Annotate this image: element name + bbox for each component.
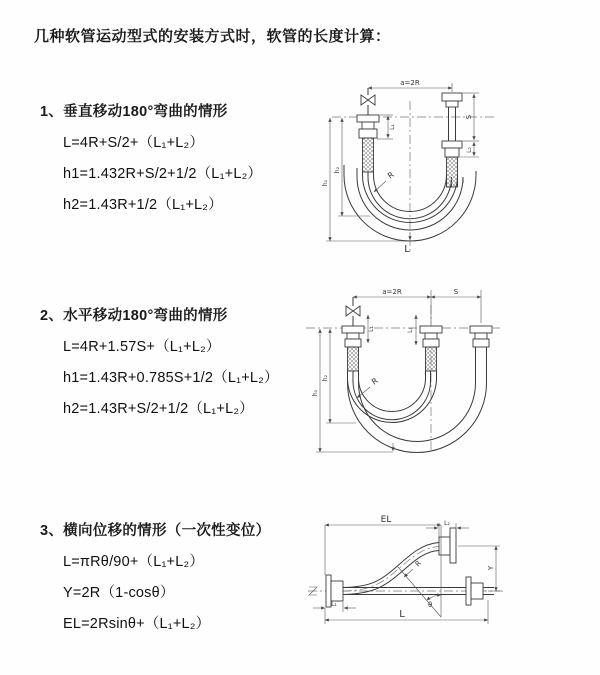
dimension-lines xyxy=(313,523,500,624)
diagram-horizontal-180-bend xyxy=(298,283,598,473)
formula-h1: h1=1.43R+0.785S+1/2（L₁+L₂） xyxy=(63,370,279,386)
formula-EL: EL=2Rsinθ+（L₁+L₂） xyxy=(63,616,211,632)
formula-L: L=4R+1.57S+（L₁+L₂） xyxy=(63,339,221,355)
dim-label-s: S xyxy=(465,114,473,120)
middle-fitting xyxy=(420,326,442,371)
radius-label: R xyxy=(413,559,423,569)
right-fitting xyxy=(442,93,462,187)
dim-label-l1: L₁ xyxy=(368,326,375,332)
formula-L: L=πRθ/90+（L₁+L₂） xyxy=(63,554,205,570)
dim-label-h2: h₂ xyxy=(334,166,341,174)
dim-label-s: S xyxy=(453,288,459,296)
section-heading: 2、水平移动180°弯曲的情形 xyxy=(40,308,228,324)
diagram-lateral-displacement xyxy=(298,505,598,660)
valve-icon xyxy=(361,88,375,115)
dim-label-a2r: a=2R xyxy=(382,288,402,296)
upper-flange xyxy=(439,528,456,563)
dim-label-l1: L₁ xyxy=(389,124,396,130)
page-title: 几种软管运动型式的安装方式时，软管的长度计算： xyxy=(34,28,391,45)
dim-label-l2: L₂ xyxy=(466,147,473,153)
section-lateral-displacement xyxy=(40,519,310,633)
section-horizontal-180 xyxy=(40,304,310,418)
dimension-lines xyxy=(316,290,481,452)
formula-Y: Y=2R（1-cosθ） xyxy=(63,585,175,601)
formula-h2: h2=1.43R+S/2+1/2（L₁+L₂） xyxy=(63,401,254,417)
right-fitting xyxy=(470,326,492,355)
valve-icon xyxy=(346,297,360,326)
dim-label-l1-b: L₁ xyxy=(407,327,414,333)
left-fitting xyxy=(342,326,364,371)
length-label: L xyxy=(404,244,410,255)
section-heading: 3、横向位移的情形（一次性变位） xyxy=(40,523,271,539)
radius-label: R xyxy=(369,376,380,387)
dim-label-h2: h₂ xyxy=(322,374,329,382)
formula-h2: h2=1.43R+1/2（L₁+L₂） xyxy=(63,197,223,213)
section-vertical-180 xyxy=(40,100,310,214)
dim-label-h1: h₁ xyxy=(312,389,319,397)
dim-label-y: Y xyxy=(487,565,495,571)
formula-h1: h1=1.432R+S/2+1/2（L₁+L₂） xyxy=(63,166,263,182)
dim-label-l1: L₁ xyxy=(331,601,337,608)
dim-label-l2: L₂ xyxy=(444,520,450,527)
left-fitting xyxy=(357,115,379,172)
diagram-vertical-180-bend xyxy=(300,75,595,265)
section-heading: 1、垂直移动180°弯曲的情形 xyxy=(40,104,228,120)
radius-label: R xyxy=(385,170,396,181)
formula-L: L=4R+S/2+（L₁+L₂） xyxy=(63,135,205,151)
dim-label-a2r: a=2R xyxy=(400,79,420,87)
dim-label-el: EL xyxy=(380,515,392,525)
hose-u-curves xyxy=(348,355,487,453)
angle-theta-label: θ xyxy=(428,601,433,609)
dim-label-h1: h₁ xyxy=(322,179,329,187)
length-label: L xyxy=(399,609,405,620)
